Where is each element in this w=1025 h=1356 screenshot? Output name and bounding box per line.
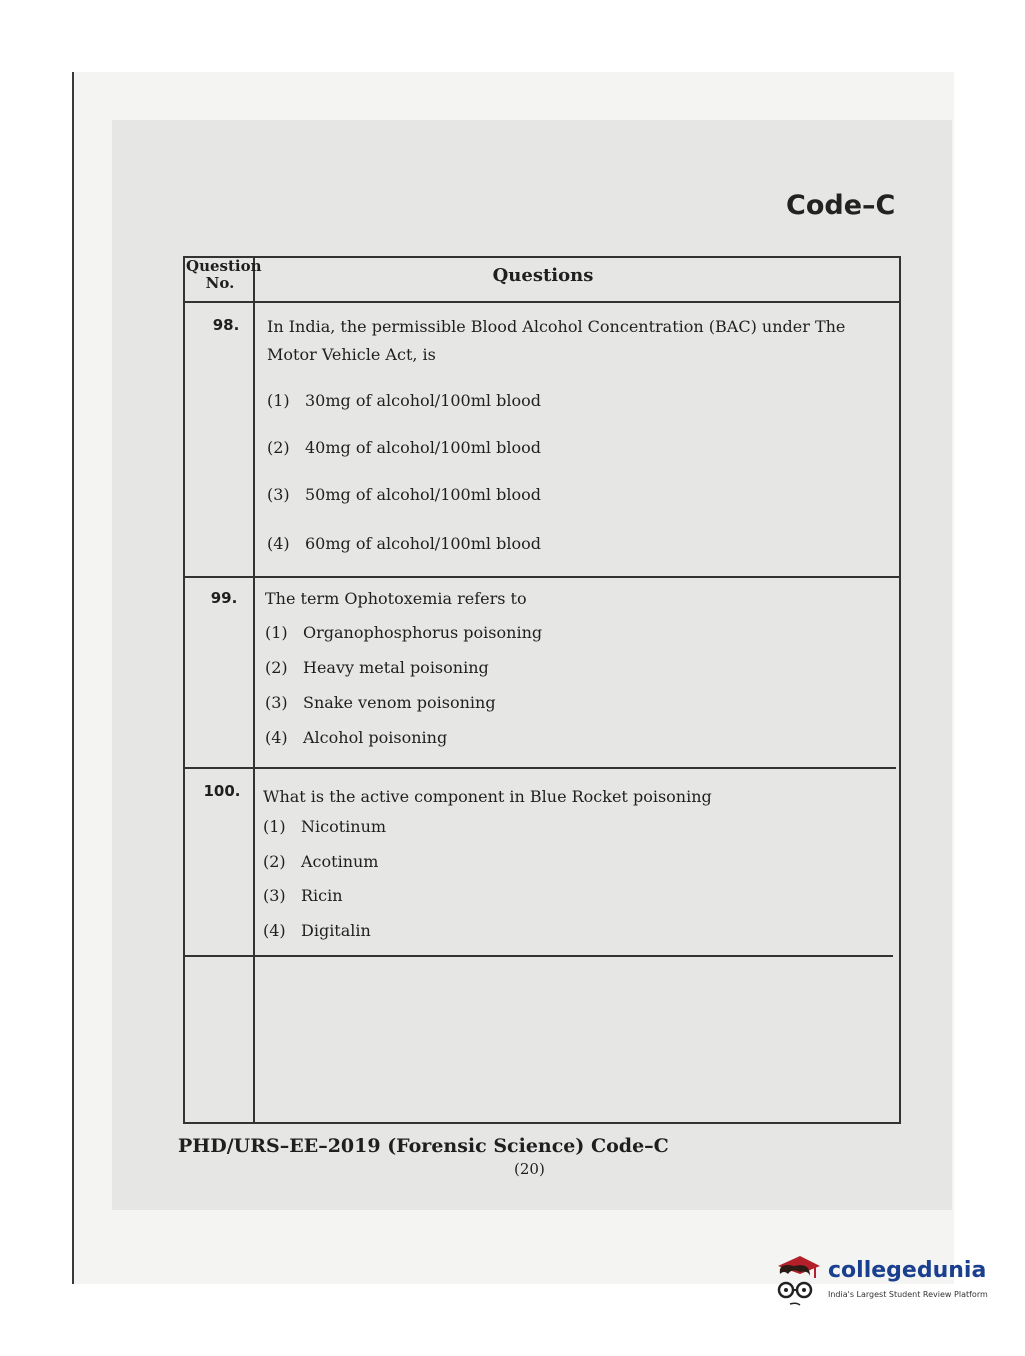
student-mascot-icon <box>770 1252 822 1308</box>
brand-name: collegedunia <box>828 1258 987 1283</box>
option-number: (2) <box>263 852 286 871</box>
option <box>265 623 542 642</box>
option-text: Nicotinum <box>301 817 387 836</box>
column-divider <box>253 256 255 1124</box>
option-number: (4) <box>265 728 288 747</box>
option <box>267 485 541 504</box>
option <box>263 817 386 836</box>
question-number: 99. <box>210 589 238 607</box>
option-text: Heavy metal poisoning <box>303 658 489 677</box>
option-text: Acotinum <box>301 852 379 871</box>
option-number: (3) <box>267 485 290 504</box>
option <box>267 534 541 553</box>
option-text: 60mg of alcohol/100ml blood <box>305 534 541 553</box>
page-number: (20) <box>514 1160 545 1178</box>
option <box>263 921 371 940</box>
option-number: (4) <box>263 921 286 940</box>
option-text: 30mg of alcohol/100ml blood <box>305 391 541 410</box>
option-number: (3) <box>265 693 288 712</box>
question-number: 100. <box>203 782 241 800</box>
header-divider <box>183 301 901 303</box>
option-number: (1) <box>263 817 286 836</box>
option-number: (1) <box>265 623 288 642</box>
option-number: (2) <box>265 658 288 677</box>
question-text: What is the active component in Blue Rocket poisoning <box>263 787 712 806</box>
option <box>267 391 541 410</box>
option-text: Ricin <box>301 886 343 905</box>
question-number: 98. <box>212 316 240 334</box>
option-number: (3) <box>263 886 286 905</box>
option-text: Alcohol poisoning <box>303 728 448 747</box>
option <box>263 886 343 905</box>
row-divider <box>183 576 901 578</box>
question-table <box>183 256 901 1124</box>
option <box>265 693 496 712</box>
option-number: (2) <box>267 438 290 457</box>
column-header-questions: Questions <box>492 265 594 286</box>
option <box>263 852 378 871</box>
column-header-question-no: Question No. <box>186 257 262 292</box>
option-text: Digitalin <box>301 921 371 940</box>
option <box>265 728 447 747</box>
question-text: The term Ophotoxemia refers to <box>265 589 527 608</box>
row-divider <box>183 955 893 957</box>
option-number: (4) <box>267 534 290 553</box>
collegedunia-logo <box>770 1252 1010 1312</box>
option-text: 50mg of alcohol/100ml blood <box>305 485 541 504</box>
option-text: Organophosphorus poisoning <box>303 623 543 642</box>
row-divider <box>183 767 896 769</box>
option-text: 40mg of alcohol/100ml blood <box>305 438 541 457</box>
option-number: (1) <box>267 391 290 410</box>
option <box>265 658 489 677</box>
option-text: Snake venom poisoning <box>303 693 496 712</box>
question-text: In India, the permissible Blood Alcohol Concentration (BAC) under The Motor Vehicle Act, is <box>267 317 846 364</box>
option <box>267 438 541 457</box>
paper-code: Code–C <box>786 190 896 221</box>
brand-tagline: India's Largest Student Review Platform <box>828 1290 988 1299</box>
footer-code: PHD/URS–EE–2019 (Forensic Science) Code–C <box>178 1135 669 1157</box>
